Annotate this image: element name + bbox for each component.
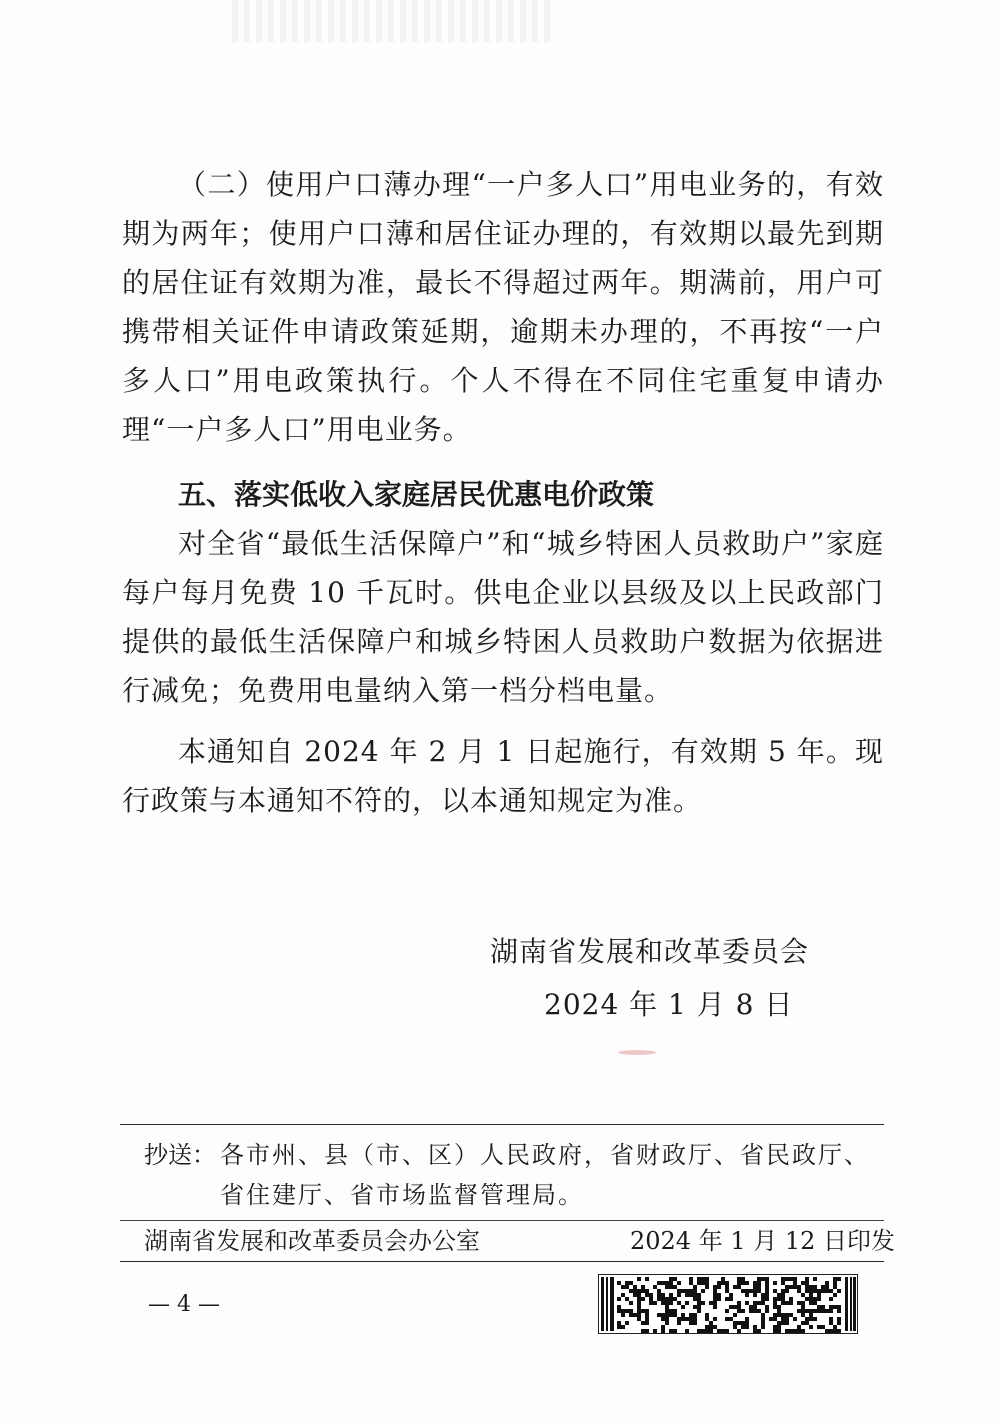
barcode-pattern — [599, 1275, 857, 1333]
issue-date: 2024 年 1 月 8 日 — [544, 988, 794, 1021]
document-barcode — [598, 1274, 858, 1334]
footer-bottom-rule — [120, 1261, 884, 1262]
footer-top-rule — [120, 1124, 884, 1125]
bleed-through-text — [232, 0, 552, 42]
cc-label: 抄送： — [144, 1141, 216, 1169]
cc-recipients-line-2: 省住建厅、省市场监督管理局。 — [220, 1181, 584, 1209]
print-date: 2024 年 1 月 12 日印发 — [630, 1227, 896, 1255]
section-5-heading: 五、落实低收入家庭居民优惠电价政策 — [178, 478, 655, 511]
section-5-paragraph: 对全省“最低生活保障户”和“城乡特困人员救助户”家庭每户每月免费 10 千瓦时。供电企业以县级及以上民政部门提供的最低生活保障户和城乡特困人员救助户数据为依据进行减免；免费用电量纳入第一档分档电量。 — [122, 527, 884, 707]
cc-recipients-line-1: 各市州、县（市、区）人民政府，省财政厅、省民政厅、 — [220, 1141, 870, 1169]
paragraph-validity-period: （二）使用户口薄办理“一户多人口”用电业务的，有效期为两年；使用户口薄和居住证办理的，有效期以最先到期的居住证有效期为准，最长不得超过两年。期满前，用户可携带相关证件申请政策延期，逾期未办理的，不再按“一户多人口”用电政策执行。个人不得在不同住宅重复申请办理“一户多人口”用电业务。 — [122, 168, 884, 446]
issuer-name: 湖南省发展和改革委员会 — [490, 935, 810, 968]
issuing-office: 湖南省发展和改革委员会办公室 — [144, 1227, 480, 1255]
seal-stamp-trace — [618, 1050, 656, 1055]
effective-date-paragraph: 本通知自 2024 年 2 月 1 日起施行，有效期 5 年。现行政策与本通知不符的，以本通知规定为准。 — [122, 735, 884, 817]
footer-middle-rule — [120, 1220, 884, 1221]
page-number: — 4 — — [148, 1292, 220, 1317]
